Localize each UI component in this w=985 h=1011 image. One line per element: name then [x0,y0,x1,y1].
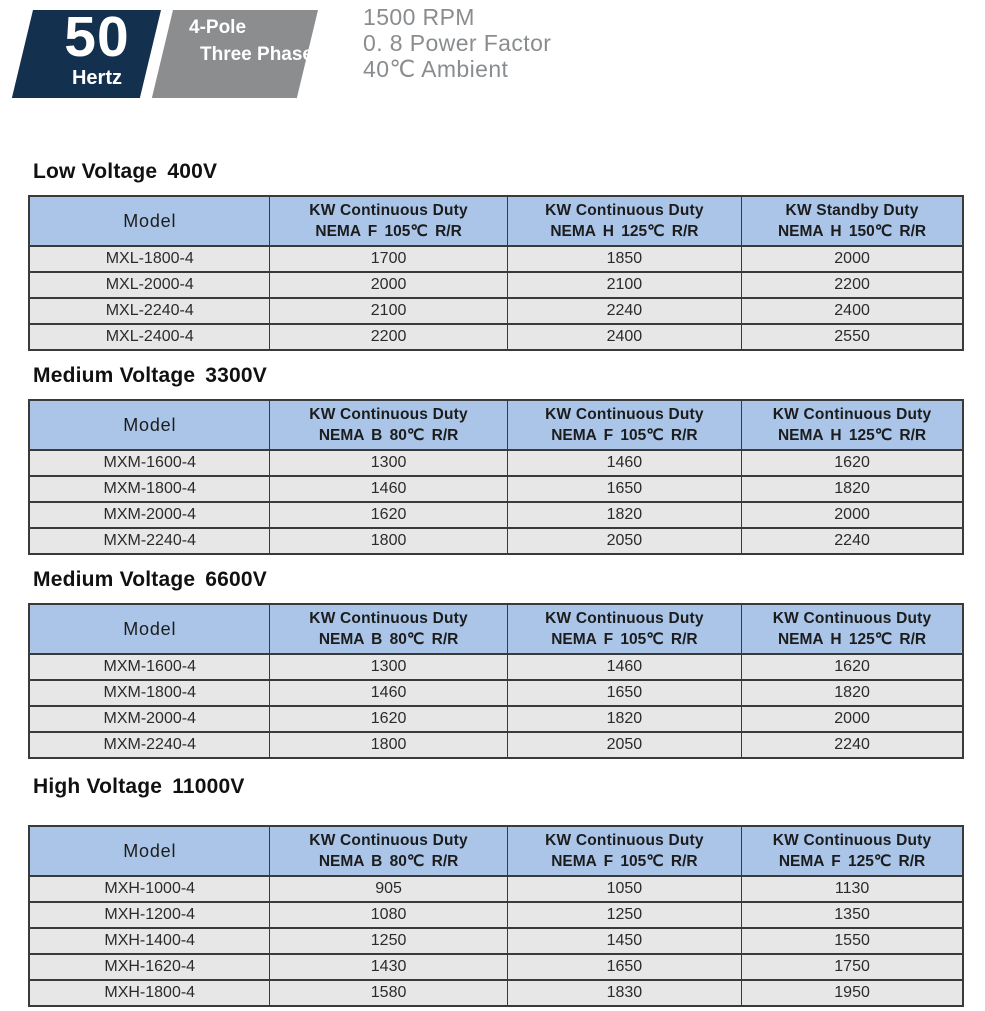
model-cell: MXM-1800-4 [29,680,270,706]
kw-value-cell: 1550 [742,928,963,954]
section-title-voltage: 3300V [205,364,267,387]
table-row [29,476,963,502]
column-header-label: Model [123,414,177,435]
kw-value-cell: 1820 [742,476,963,502]
model-cell: MXL-1800-4 [29,246,270,272]
kw-value-cell: 1460 [507,450,741,476]
header-row [29,400,963,450]
kw-value-cell: 1460 [270,680,507,706]
section-title [33,364,964,388]
kw-value-cell: 1620 [742,654,963,680]
kw-value-cell: 1650 [507,954,741,980]
model-column-header [29,826,270,876]
table-row [29,902,963,928]
kw-value-cell: 1250 [507,902,741,928]
section-title-voltage: 11000V [172,775,245,798]
kw-value-cell: 1050 [507,876,741,902]
model-cell: MXH-1200-4 [29,902,270,928]
spec-table [28,603,964,759]
column-header-line1: KW Standby Duty [785,202,919,219]
kw-value-cell: 2550 [742,324,963,350]
spec-power-factor: 0. 8 Power Factor [363,30,552,56]
header-row [29,196,963,246]
model-column-header [29,196,270,246]
kw-value-cell: 2400 [507,324,741,350]
kw-value-cell: 2000 [270,272,507,298]
frequency-unit: Hertz [71,67,122,89]
section-title [33,568,964,592]
kw-value-cell: 2050 [507,732,741,758]
section-title-label: High Voltage [33,775,163,798]
kw-value-cell: 1820 [742,680,963,706]
column-header-line1: KW Continuous Duty [772,832,932,849]
model-cell: MXM-1800-4 [29,476,270,502]
column-header-label: Model [123,618,177,639]
kw-column-header [270,826,507,876]
model-column-header [29,400,270,450]
kw-value-cell: 1580 [270,980,507,1006]
column-header-line1: KW Continuous Duty [545,832,704,849]
voltage-section [28,364,964,555]
table-row [29,706,963,732]
model-cell: MXM-2000-4 [29,502,270,528]
column-header-line1: KW Continuous Duty [545,610,704,627]
phase-label: Three Phase [200,44,313,65]
column-header-line2: NEMA H 125℃ R/R [550,223,699,240]
kw-value-cell: 1130 [742,876,963,902]
kw-value-cell: 1620 [270,502,507,528]
column-header-line2: NEMA H 125℃ R/R [777,427,927,444]
model-cell: MXH-1800-4 [29,980,270,1006]
kw-value-cell: 2000 [742,706,963,732]
model-cell: MXM-2240-4 [29,528,270,554]
column-header-line2: NEMA H 125℃ R/R [777,631,927,648]
section-title-label: Medium Voltage [33,568,196,591]
section-title-voltage: 6600V [205,568,267,591]
column-header-line2: NEMA B 80℃ R/R [318,853,459,870]
kw-value-cell: 1820 [507,502,741,528]
table-row [29,928,963,954]
model-cell: MXH-1620-4 [29,954,270,980]
voltage-section [28,160,964,351]
model-cell: MXM-1600-4 [29,654,270,680]
column-header-label: Model [123,840,177,861]
spec-table [28,825,964,1007]
column-header-line2: NEMA F 125℃ R/R [778,853,926,870]
model-cell: MXL-2000-4 [29,272,270,298]
table-row [29,954,963,980]
kw-value-cell: 1430 [270,954,507,980]
kw-value-cell: 1460 [270,476,507,502]
table-row [29,528,963,554]
kw-value-cell: 1750 [742,954,963,980]
column-header-line2: NEMA F 105℃ R/R [551,853,698,870]
kw-value-cell: 1450 [507,928,741,954]
frequency-value: 50 [64,5,130,69]
model-cell: MXM-2000-4 [29,706,270,732]
table-row [29,876,963,902]
kw-column-header [507,604,741,654]
kw-value-cell: 2200 [270,324,507,350]
kw-column-header [507,400,741,450]
column-header-label: Model [123,210,177,231]
kw-value-cell: 2240 [742,732,963,758]
column-header-line2: NEMA H 150℃ R/R [777,223,927,240]
spec-rpm: 1500 RPM [363,4,475,30]
model-cell: MXM-2240-4 [29,732,270,758]
table-row [29,272,963,298]
column-header-line2: NEMA F 105℃ R/R [551,631,698,648]
kw-value-cell: 1820 [507,706,741,732]
model-cell: MXM-1600-4 [29,450,270,476]
model-column-header [29,604,270,654]
kw-value-cell: 2100 [507,272,741,298]
kw-value-cell: 1650 [507,680,741,706]
table-row [29,654,963,680]
table-row [29,246,963,272]
model-cell: MXL-2240-4 [29,298,270,324]
kw-value-cell: 2400 [742,298,963,324]
kw-value-cell: 1350 [742,902,963,928]
kw-value-cell: 1250 [270,928,507,954]
column-header-line1: KW Continuous Duty [309,406,468,423]
kw-value-cell: 1830 [507,980,741,1006]
kw-value-cell: 2000 [742,502,963,528]
kw-value-cell: 2240 [507,298,741,324]
voltage-section [28,568,964,759]
page-header [0,0,985,110]
section-title [33,775,964,799]
column-header-line2: NEMA F 105℃ R/R [315,223,462,240]
table-row [29,324,963,350]
kw-column-header [742,196,963,246]
section-title-voltage: 400V [167,160,218,183]
column-header-line2: NEMA B 80℃ R/R [318,631,459,648]
column-header-line1: KW Continuous Duty [772,610,932,627]
voltage-section [28,775,964,1007]
kw-value-cell: 1800 [270,528,507,554]
column-header-line2: NEMA B 80℃ R/R [318,427,459,444]
kw-value-cell: 1300 [270,450,507,476]
model-cell: MXH-1400-4 [29,928,270,954]
section-title [33,160,964,184]
kw-value-cell: 1620 [742,450,963,476]
kw-value-cell: 2200 [742,272,963,298]
table-row [29,980,963,1006]
table-row [29,680,963,706]
column-header-line1: KW Continuous Duty [309,610,468,627]
operating-specs [363,4,551,82]
spec-ambient: 40℃ Ambient [363,56,509,82]
kw-value-cell: 1620 [270,706,507,732]
kw-column-header [507,826,741,876]
kw-value-cell: 1950 [742,980,963,1006]
kw-column-header [270,400,507,450]
model-cell: MXH-1000-4 [29,876,270,902]
kw-column-header [742,400,963,450]
spec-table [28,195,964,351]
table-row [29,502,963,528]
kw-value-cell: 2050 [507,528,741,554]
column-header-line1: KW Continuous Duty [772,406,932,423]
header-row [29,826,963,876]
kw-value-cell: 2000 [742,246,963,272]
kw-column-header [270,196,507,246]
kw-value-cell: 1700 [270,246,507,272]
model-cell: MXL-2400-4 [29,324,270,350]
kw-value-cell: 1800 [270,732,507,758]
header-row [29,604,963,654]
kw-value-cell: 2240 [742,528,963,554]
table-row [29,298,963,324]
pole-label: 4-Pole [189,17,247,38]
kw-column-header [742,826,963,876]
column-header-line1: KW Continuous Duty [309,832,468,849]
section-title-label: Medium Voltage [33,364,196,387]
column-header-line1: KW Continuous Duty [545,202,704,219]
kw-column-header [507,196,741,246]
kw-column-header [270,604,507,654]
kw-value-cell: 1460 [507,654,741,680]
column-header-line1: KW Continuous Duty [309,202,468,219]
kw-value-cell: 1080 [270,902,507,928]
table-row [29,732,963,758]
column-header-line1: KW Continuous Duty [545,406,704,423]
section-title-label: Low Voltage [33,160,158,183]
kw-value-cell: 1300 [270,654,507,680]
kw-value-cell: 1850 [507,246,741,272]
table-row [29,450,963,476]
kw-value-cell: 2100 [270,298,507,324]
spec-table [28,399,964,555]
kw-column-header [742,604,963,654]
kw-value-cell: 905 [270,876,507,902]
voltage-tables-container [28,160,964,1007]
column-header-line2: NEMA F 105℃ R/R [551,427,698,444]
kw-value-cell: 1650 [507,476,741,502]
